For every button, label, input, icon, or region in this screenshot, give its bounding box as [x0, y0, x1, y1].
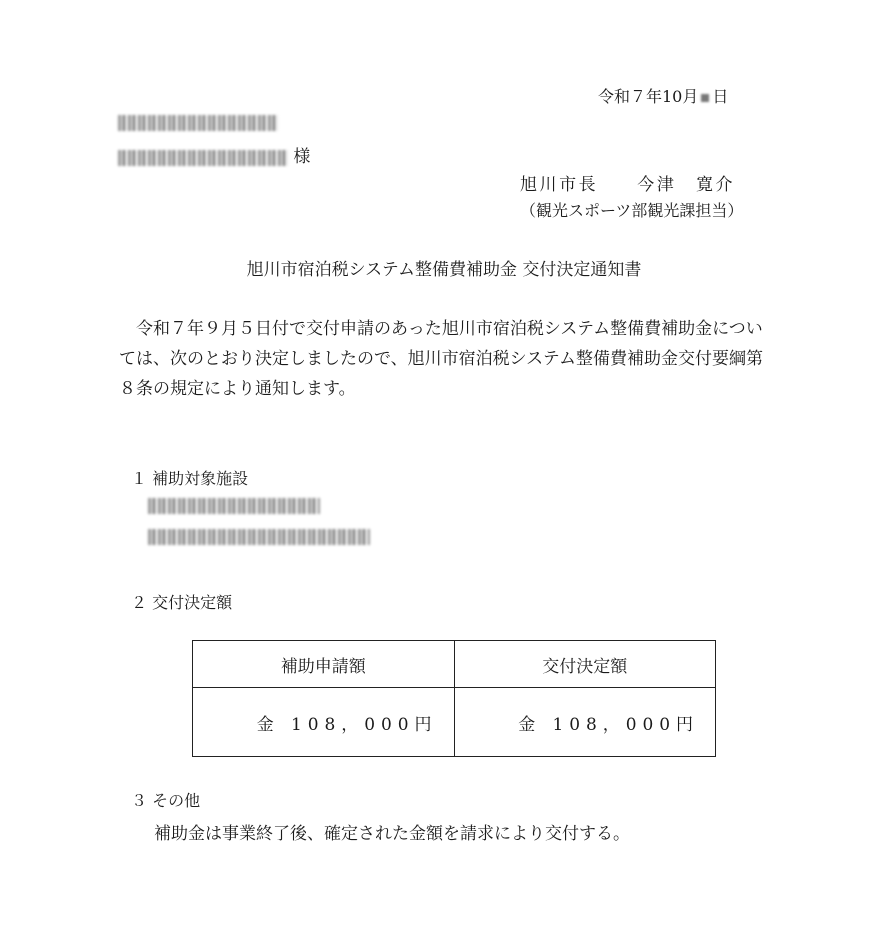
amount-table-value-row: [193, 688, 716, 757]
applied-amount-value: 金 108，000円: [193, 688, 455, 757]
issuer-department: （観光スポーツ部観光課担当）: [520, 201, 744, 220]
redacted-day: [701, 94, 709, 102]
recipient-name: [118, 142, 310, 167]
redacted-facility-name: [148, 498, 320, 514]
facility-line2: [148, 526, 370, 545]
issue-date: [598, 84, 728, 107]
header-decided-amount: 交付決定額: [454, 641, 716, 688]
facility-line1: [148, 495, 320, 514]
section-other-heading: ３ その他: [131, 791, 201, 810]
date-suffix: 日: [712, 87, 729, 106]
body-paragraph: [119, 314, 779, 404]
recipient-address: [118, 112, 278, 131]
decided-amount-value: 金 108，000円: [454, 688, 716, 757]
body-text: 令和７年９月５日付で交付申請のあった旭川市宿泊税システム整備費補助金については、次のとおり決定しましたので、旭川市宿泊税システム整備費補助金交付要綱第８条の規定により通知します。: [119, 319, 763, 399]
recipient-honorific: 様: [293, 147, 311, 167]
section-amount-heading: ２ 交付決定額: [131, 593, 233, 612]
amount-table: [192, 640, 716, 757]
issuer-name: 旭川市長 今津 寛介: [520, 175, 736, 195]
document-title: 旭川市宿泊税システム整備費補助金 交付決定通知書: [246, 260, 642, 280]
section-facility-heading: １ 補助対象施設: [131, 469, 249, 488]
date-prefix: 令和７年10月: [598, 87, 699, 106]
redacted-recipient-line2: [118, 150, 288, 166]
header-applied-amount: 補助申請額: [193, 641, 455, 688]
amount-table-header-row: [193, 641, 716, 688]
redacted-facility-address: [148, 529, 370, 545]
section-other-text: 補助金は事業終了後、確定された金額を請求により交付する。: [154, 824, 630, 844]
redacted-recipient-line1: [118, 115, 278, 131]
